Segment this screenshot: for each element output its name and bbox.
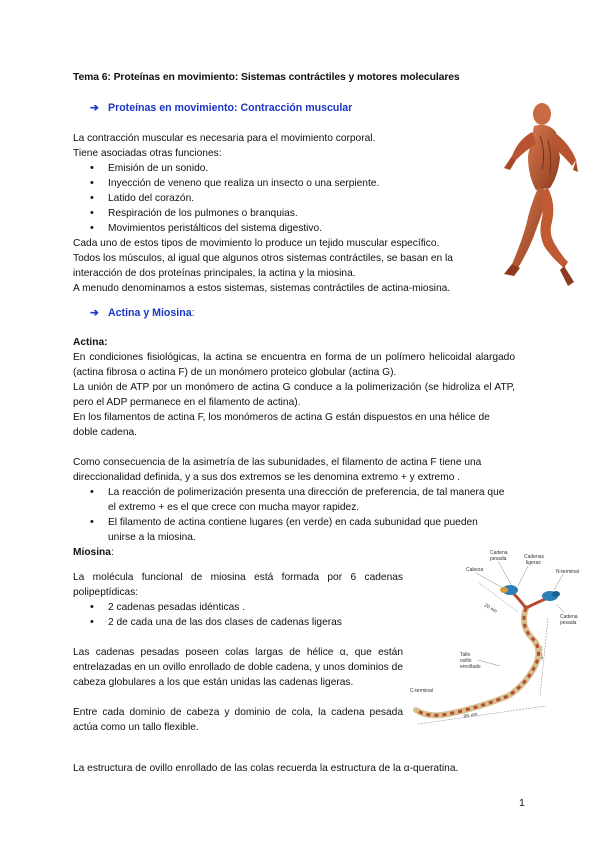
label-tallo-ovillo: Tallo bbox=[460, 652, 471, 658]
heading-colon: : bbox=[191, 307, 195, 319]
section-heading-text: Actina y Miosina bbox=[108, 307, 192, 319]
list-item: • Movimientos peristálticos del sistema digestivo. bbox=[73, 221, 513, 236]
list-item: • 2 de cada una de las dos clases de cadenas ligeras bbox=[73, 615, 403, 630]
label-cadena-pesada-2: Cadena bbox=[560, 614, 578, 620]
heading-colon: : bbox=[110, 547, 114, 558]
label-cadena-pesada: Cadena bbox=[490, 550, 508, 556]
label-cadena-pesada-2: pesada bbox=[560, 620, 577, 626]
paragraph: Como consecuencia de la asimetría de las subunidades, el filamento de actina F tiene una direccionalidad definida, y a sus dos extremos se les denomina extremo + y extremo . bbox=[73, 457, 482, 483]
label-tallo-ovillo: enrollado bbox=[460, 664, 481, 670]
miosina-heading-text: Miosina bbox=[73, 547, 111, 558]
label-c-terminal: C-terminal bbox=[410, 688, 434, 694]
list-item: • La reacción de polimerización presenta una dirección de preferencia, de tal manera que el extremo + es el que crece con mucha mayor rapidez. bbox=[73, 485, 508, 515]
paragraph: Entre cada dominio de cabeza y dominio de cola, la cadena pesada actúa como un tallo flexible. bbox=[73, 707, 403, 733]
intro-block bbox=[73, 131, 513, 296]
list-item: • 2 cadenas pesadas idénticas . bbox=[73, 600, 403, 615]
paragraph: En los filamentos de actina F, los monómeros de actina G están dispuestos en una hélice de doble cadena. bbox=[73, 412, 490, 438]
label-95nm: 95 nm bbox=[463, 711, 479, 720]
list-item: • El filamento de actina contiene lugares (en verde) en cada subunidad que pueden unirse a la miosina. bbox=[73, 515, 508, 545]
paragraph: Cada uno de estos tipos de movimiento lo produce un tejido muscular específico. bbox=[73, 238, 440, 249]
list-item: • Emisión de un sonido. bbox=[73, 161, 513, 176]
paragraph: Tiene asociadas otras funciones: bbox=[73, 148, 222, 159]
label-20nm: 20 nm bbox=[483, 602, 499, 615]
paragraph: La unión de ATP por un monómero de actina G conduce a la polimerización (se hidroliza el ATP, pero el ADP permanece en el filamento de actina). bbox=[73, 382, 515, 408]
label-cadenas-ligeras: ligeras bbox=[526, 560, 541, 566]
paragraph: En condiciones fisiológicas, la actina se encuentra en forma de un polímero helicoidal alargado (actina fibrosa o actina F) de un monómero proteico globular (actina G). bbox=[73, 352, 515, 378]
functions-list bbox=[73, 161, 513, 236]
paragraph: Todos los músculos, al igual que algunos otros sistemas contráctiles, se basan en la interacción de dos proteínas principales, la actina y la miosina. bbox=[73, 253, 453, 279]
label-cabeza: Cabeza bbox=[466, 567, 484, 573]
list-item: • Respiración de los pulmones o branquias. bbox=[73, 206, 513, 221]
myosin-structure-diagram bbox=[408, 546, 588, 736]
page-number: 1 bbox=[519, 797, 525, 809]
section-heading-actina-miosina bbox=[90, 306, 195, 321]
miosina-list bbox=[73, 600, 403, 630]
paragraph: La contracción muscular es necesaria para el movimiento corporal. bbox=[73, 133, 376, 144]
label-cadena-pesada: pesada bbox=[490, 556, 507, 562]
page-title: Tema 6: Proteínas en movimiento: Sistemas contráctiles y motores moleculares bbox=[73, 72, 460, 83]
paragraph: La molécula funcional de miosina está formada por 6 cadenas polipeptídicas: bbox=[73, 572, 403, 598]
paragraph: La estructura de ovillo enrollado de las colas recuerda la estructura de la α-queratina. bbox=[73, 763, 459, 774]
label-tallo-ovillo: ovillo bbox=[460, 658, 472, 664]
section-heading-text: Proteínas en movimiento: Contracción muscular bbox=[108, 102, 353, 114]
label-60nm: 60 nm bbox=[536, 645, 545, 661]
actina-list bbox=[73, 485, 515, 545]
actina-block bbox=[73, 335, 515, 560]
arrow-right-icon: ➔ bbox=[90, 307, 99, 319]
actina-heading: Actina: bbox=[73, 337, 108, 348]
miosina-block bbox=[73, 570, 403, 735]
label-cadenas-ligeras: Cadenas bbox=[524, 554, 545, 560]
section-heading-contraccion bbox=[90, 101, 352, 116]
list-item: • Latido del corazón. bbox=[73, 191, 513, 206]
paragraph: A menudo denominamos a estos sistemas, sistemas contráctiles de actina-miosina. bbox=[73, 283, 451, 294]
list-item: • Inyección de veneno que realiza un insecto o una serpiente. bbox=[73, 176, 513, 191]
label-n-terminal: N-terminal bbox=[556, 569, 580, 575]
muscle-figure-illustration bbox=[490, 96, 580, 296]
paragraph: Las cadenas pesadas poseen colas largas de hélice α, que están entrelazadas en un ovillo enrollado de doble cadena, y unos dominios de cabeza globulares a los que están unidas las cadenas ligeras. bbox=[73, 647, 403, 688]
arrow-right-icon: ➔ bbox=[90, 102, 99, 114]
